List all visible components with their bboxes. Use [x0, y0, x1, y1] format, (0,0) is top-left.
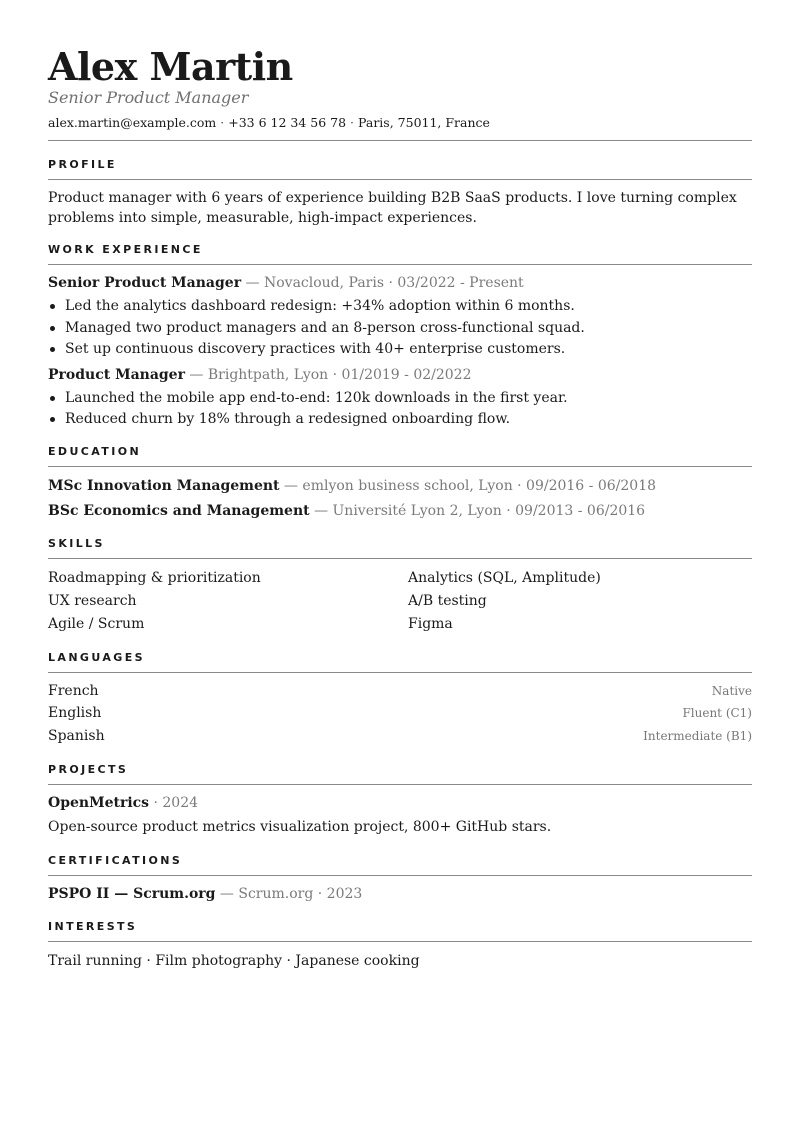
job-entry [48, 365, 752, 431]
resume-header [48, 44, 752, 141]
candidate-name: Alex Martin [48, 44, 293, 89]
section-heading: SKILLS [48, 537, 752, 559]
interests-section [48, 920, 752, 971]
contact-phone: +33 6 12 34 56 78 [228, 115, 347, 130]
section-heading: PROJECTS [48, 763, 752, 785]
language-row [48, 702, 752, 725]
skill-item: Roadmapping & prioritization [48, 569, 261, 586]
skills-grid [48, 567, 752, 636]
job-role: Senior Product Manager [48, 275, 242, 291]
education-meta: — emlyon business school, Lyon · 09/2016 - 06/2018 [283, 477, 657, 494]
project-header [48, 793, 752, 813]
language-row [48, 725, 752, 748]
profile-text: Product manager with 6 years of experience building B2B SaaS products. I love turning complex problems into simple, measurable, high-impact experiences. [48, 190, 737, 226]
education-section [48, 445, 752, 521]
contact-email: alex.martin@example.com [48, 115, 217, 130]
language-name: English [48, 705, 102, 721]
skill-item: Agile / Scrum [48, 615, 145, 632]
experience-section [48, 243, 752, 431]
project-meta: · 2024 [153, 795, 199, 811]
language-level: Native [711, 683, 752, 698]
projects-section [48, 763, 752, 837]
job-entry [48, 273, 752, 361]
language-row [48, 680, 752, 703]
certifications-section [48, 854, 752, 904]
skill-item: UX research [48, 592, 137, 609]
contact-separator: · [350, 115, 355, 130]
education-degree: MSc Innovation Management [48, 477, 280, 494]
job-meta: — Novacloud, Paris · 03/2022 - Present [245, 275, 524, 291]
languages-section [48, 651, 752, 748]
section-heading: INTERESTS [48, 920, 752, 942]
certification-item [48, 884, 752, 904]
project-name: OpenMetrics [48, 795, 150, 811]
section-heading: EDUCATION [48, 445, 752, 467]
job-header [48, 273, 752, 293]
skill-item: Figma [408, 615, 453, 632]
bullet-item: Led the analytics dashboard redesign: +34% adoption within 6 months. [48, 296, 752, 318]
education-meta: — Université Lyon 2, Lyon · 09/2013 - 06/2016 [314, 502, 646, 519]
job-bullets [48, 388, 752, 431]
candidate-title: Senior Product Manager [48, 88, 249, 107]
skill-item: A/B testing [408, 592, 487, 609]
profile-section [48, 158, 752, 228]
bullet-item: Launched the mobile app end-to-end: 120k downloads in the first year. [48, 388, 752, 410]
bullet-item: Set up continuous discovery practices with 40+ enterprise customers. [48, 339, 752, 361]
skill-item: Analytics (SQL, Amplitude) [408, 569, 601, 586]
contact-separator: · [220, 115, 225, 130]
interests-text: Trail running · Film photography · Japanese cooking [48, 953, 420, 969]
education-item [48, 501, 752, 521]
education-item [48, 476, 752, 496]
project-description: Open-source product metrics visualization project, 800+ GitHub stars. [48, 819, 552, 835]
skills-section [48, 537, 752, 636]
education-degree: BSc Economics and Management [48, 502, 310, 519]
bullet-item: Managed two product managers and an 8-person cross-functional squad. [48, 318, 752, 340]
section-heading: LANGUAGES [48, 651, 752, 673]
bullet-item: Reduced churn by 18% through a redesigned onboarding flow. [48, 409, 752, 431]
contact-location: Paris, 75011, France [358, 115, 490, 130]
certification-name: PSPO II — Scrum.org [48, 886, 216, 902]
section-heading: WORK EXPERIENCE [48, 243, 752, 265]
header-divider [48, 140, 752, 141]
language-level: Fluent (C1) [682, 706, 752, 720]
languages-list [48, 680, 752, 748]
job-meta: — Brightpath, Lyon · 01/2019 - 02/2022 [189, 366, 472, 383]
language-level: Intermediate (B1) [643, 728, 752, 743]
language-name: Spanish [48, 727, 105, 744]
certification-meta: — Scrum.org · 2023 [219, 886, 363, 902]
job-role: Product Manager [48, 366, 185, 383]
language-name: French [48, 682, 99, 699]
job-bullets [48, 296, 752, 361]
section-heading: CERTIFICATIONS [48, 854, 752, 876]
section-heading: PROFILE [48, 158, 752, 180]
job-header [48, 365, 752, 385]
contact-line [48, 115, 752, 131]
